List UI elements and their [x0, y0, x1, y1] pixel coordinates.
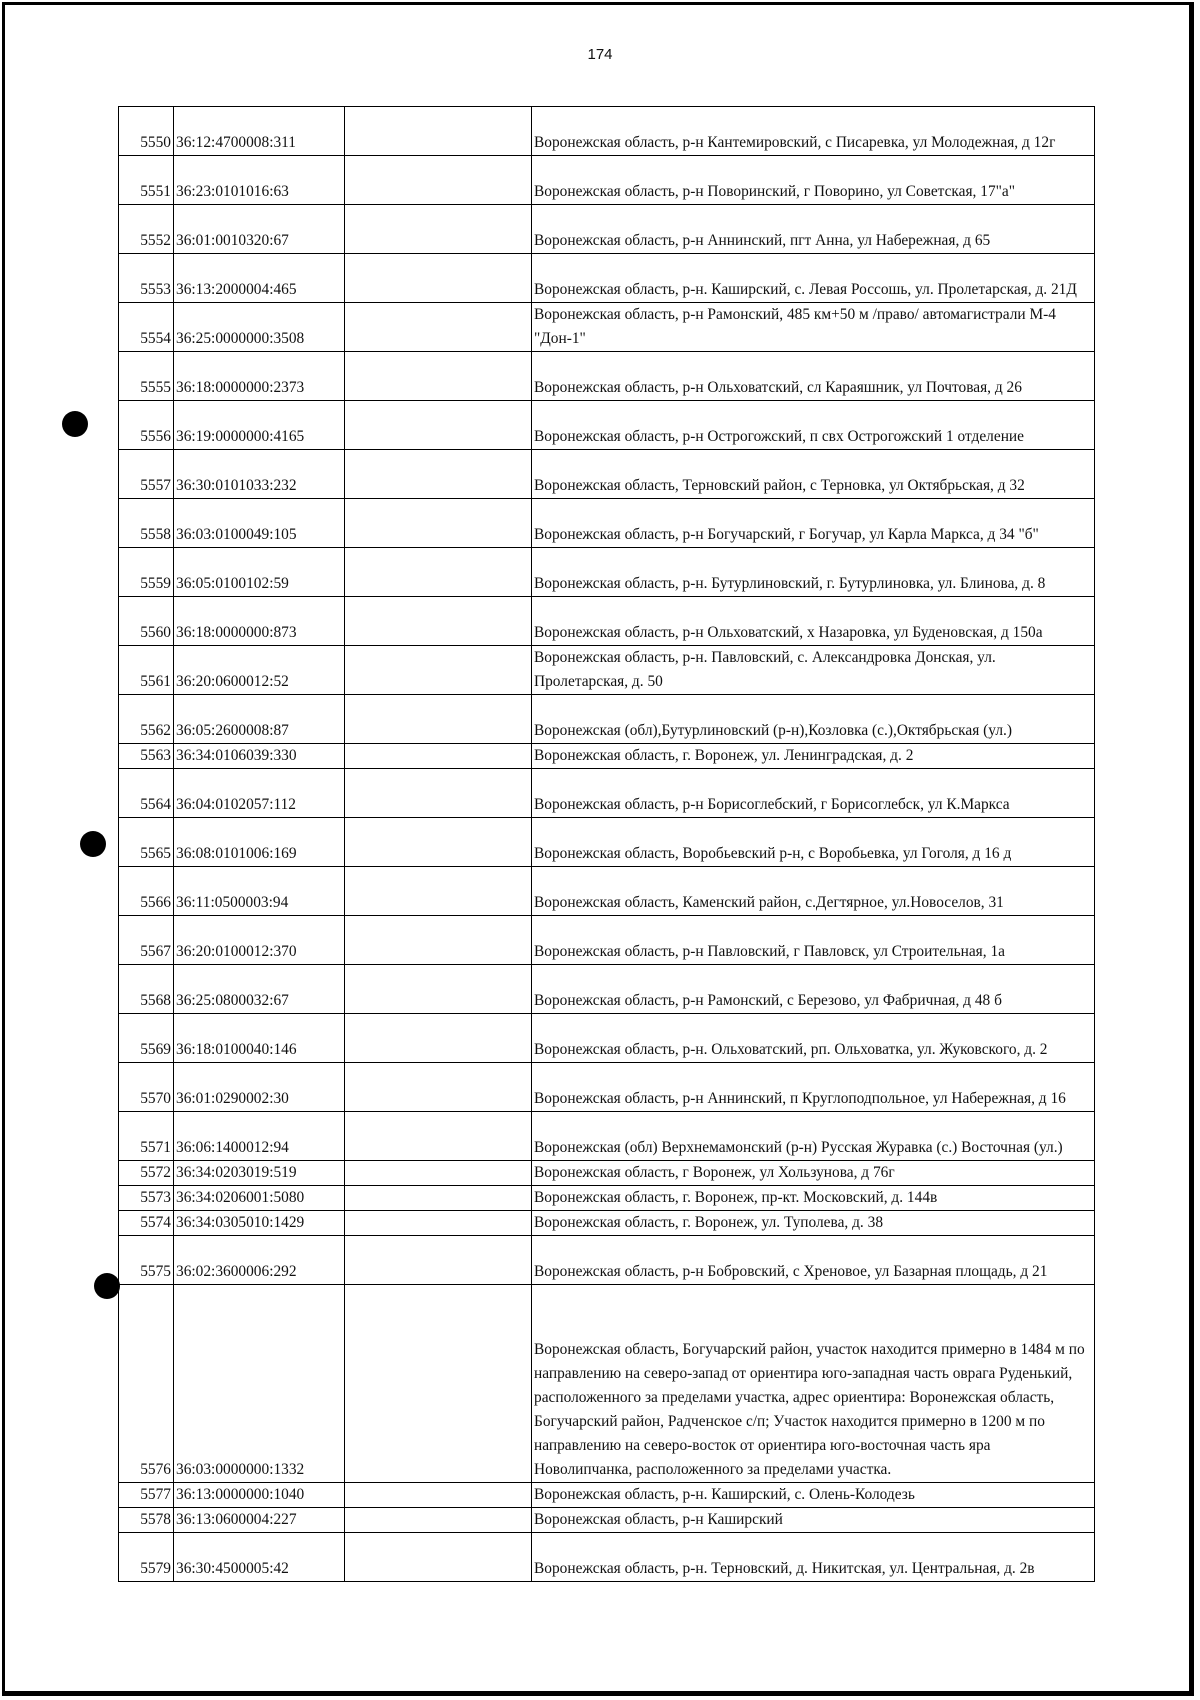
empty-cell [345, 1508, 532, 1533]
empty-cell [345, 646, 532, 695]
table-row [119, 1063, 1095, 1112]
empty-cell [345, 1285, 532, 1483]
address-cell: Воронежская область, р-н Борисоглебский, г Борисоглебск, ул К.Маркса [532, 769, 1095, 818]
address-cell: Воронежская область, р-н. Терновский, д. Никитская, ул. Центральная, д. 2в [532, 1533, 1095, 1582]
empty-cell [345, 769, 532, 818]
empty-cell [345, 1483, 532, 1508]
address-cell: Воронежская область, р-н Рамонский, с Березово, ул Фабричная, д 48 б [532, 965, 1095, 1014]
table-row [119, 1508, 1095, 1533]
table-row [119, 156, 1095, 205]
address-cell: Воронежская область, р-н. Павловский, с. Александровка Донская, ул. Пролетарская, д. 50 [532, 646, 1095, 695]
cadastral-number: 36:19:0000000:4165 [174, 401, 345, 450]
cadastral-number: 36:13:2000004:465 [174, 254, 345, 303]
cadastral-number: 36:03:0000000:1332 [174, 1285, 345, 1483]
address-cell: Воронежская область, р-н. Каширский, с. Олень-Колодезь [532, 1483, 1095, 1508]
cadastral-number: 36:08:0101006:169 [174, 818, 345, 867]
cadastral-number: 36:06:1400012:94 [174, 1112, 345, 1161]
row-number: 5550 [119, 107, 174, 156]
table-row [119, 695, 1095, 744]
row-number: 5559 [119, 548, 174, 597]
table-row [119, 1211, 1095, 1236]
empty-cell [345, 1211, 532, 1236]
row-number: 5571 [119, 1112, 174, 1161]
table-row [119, 352, 1095, 401]
address-cell: Воронежская область, Терновский район, с Терновка, ул Октябрьская, д 32 [532, 450, 1095, 499]
empty-cell [345, 303, 532, 352]
cadastral-number: 36:25:0800032:67 [174, 965, 345, 1014]
cadastral-number: 36:11:0500003:94 [174, 867, 345, 916]
row-number: 5566 [119, 867, 174, 916]
row-number: 5568 [119, 965, 174, 1014]
cadastral-number: 36:05:2600008:87 [174, 695, 345, 744]
cadastral-number: 36:02:3600006:292 [174, 1236, 345, 1285]
table-row [119, 1533, 1095, 1582]
address-cell: Воронежская область, г Воронеж, ул Хользунова, д 76г [532, 1161, 1095, 1186]
table-row [119, 597, 1095, 646]
row-number: 5563 [119, 744, 174, 769]
table-row [119, 303, 1095, 352]
row-number: 5558 [119, 499, 174, 548]
table-row [119, 916, 1095, 965]
table-row [119, 1112, 1095, 1161]
cadastral-registry-table [118, 106, 1095, 1582]
row-number: 5573 [119, 1186, 174, 1211]
address-cell: Воронежская область, р-н Ольховатский, сл Караяшник, ул Почтовая, д 26 [532, 352, 1095, 401]
empty-cell [345, 1236, 532, 1285]
address-cell: Воронежская область, р-н Рамонский, 485 км+50 м /право/ автомагистрали М-4 "Дон-1" [532, 303, 1095, 352]
cadastral-number: 36:05:0100102:59 [174, 548, 345, 597]
empty-cell [345, 205, 532, 254]
row-number: 5576 [119, 1285, 174, 1483]
cadastral-number: 36:18:0100040:146 [174, 1014, 345, 1063]
empty-cell [345, 401, 532, 450]
table-row [119, 1483, 1095, 1508]
table-row [119, 1161, 1095, 1186]
table-row [119, 205, 1095, 254]
row-number: 5579 [119, 1533, 174, 1582]
cadastral-number: 36:34:0206001:5080 [174, 1186, 345, 1211]
empty-cell [345, 1161, 532, 1186]
punch-hole-mark [80, 831, 106, 857]
empty-cell [345, 548, 532, 597]
empty-cell [345, 1112, 532, 1161]
table-row [119, 450, 1095, 499]
empty-cell [345, 1186, 532, 1211]
empty-cell [345, 744, 532, 769]
punch-hole-mark [94, 1273, 120, 1299]
row-number: 5560 [119, 597, 174, 646]
address-cell: Воронежская область, р-н Поворинский, г Поворино, ул Советская, 17"а" [532, 156, 1095, 205]
cadastral-number: 36:18:0000000:2373 [174, 352, 345, 401]
table-row [119, 646, 1095, 695]
address-cell: Воронежская область, р-н Кантемировский, с Писаревка, ул Молодежная, д 12г [532, 107, 1095, 156]
table-row [119, 769, 1095, 818]
cadastral-number: 36:34:0203019:519 [174, 1161, 345, 1186]
empty-cell [345, 1533, 532, 1582]
address-cell: Воронежская (обл),Бутурлиновский (р-н),Козловка (с.),Октябрьская (ул.) [532, 695, 1095, 744]
empty-cell [345, 695, 532, 744]
address-cell: Воронежская область, Богучарский район, участок находится примерно в 1484 м по направлению на северо-запад от ориентира юго-западная часть оврага Руденький, расположенного за пределами участка, адрес ориентира: Воронежская область, Богучарский район, Радченское с/п; Участок находится примерно в 1200 м по направлению на северо-восток от ориентира юго-восточная часть яра Новолипчанка, расположенного за пределами участка. [532, 1285, 1095, 1483]
address-cell: Воронежская область, Каменский район, с.Дегтярное, ул.Новоселов, 31 [532, 867, 1095, 916]
address-cell: Воронежская область, р-н Аннинский, пгт Анна, ул Набережная, д 65 [532, 205, 1095, 254]
cadastral-number: 36:12:4700008:311 [174, 107, 345, 156]
table-row [119, 1285, 1095, 1483]
row-number: 5574 [119, 1211, 174, 1236]
address-cell: Воронежская область, р-н. Ольховатский, рп. Ольховатка, ул. Жуковского, д. 2 [532, 1014, 1095, 1063]
table-row [119, 1236, 1095, 1285]
table-row [119, 744, 1095, 769]
empty-cell [345, 352, 532, 401]
row-number: 5562 [119, 695, 174, 744]
address-cell: Воронежская область, р-н Каширский [532, 1508, 1095, 1533]
table-row [119, 401, 1095, 450]
cadastral-number: 36:01:0010320:67 [174, 205, 345, 254]
cadastral-number: 36:34:0106039:330 [174, 744, 345, 769]
row-number: 5557 [119, 450, 174, 499]
row-number: 5551 [119, 156, 174, 205]
address-cell: Воронежская область, Воробьевский р-н, с Воробьевка, ул Гоголя, д 16 д [532, 818, 1095, 867]
row-number: 5575 [119, 1236, 174, 1285]
page-number: 174 [587, 46, 613, 63]
table-row [119, 499, 1095, 548]
address-cell: Воронежская область, р-н Богучарский, г Богучар, ул Карла Маркса, д 34 "б" [532, 499, 1095, 548]
cadastral-number: 36:03:0100049:105 [174, 499, 345, 548]
row-number: 5572 [119, 1161, 174, 1186]
empty-cell [345, 450, 532, 499]
row-number: 5561 [119, 646, 174, 695]
table-row [119, 548, 1095, 597]
row-number: 5577 [119, 1483, 174, 1508]
empty-cell [345, 597, 532, 646]
table-row [119, 867, 1095, 916]
cadastral-number: 36:01:0290002:30 [174, 1063, 345, 1112]
address-cell: Воронежская область, г. Воронеж, пр-кт. Московский, д. 144в [532, 1186, 1095, 1211]
address-cell: Воронежская область, р-н Аннинский, п Круглоподпольное, ул Набережная, д 16 [532, 1063, 1095, 1112]
cadastral-number: 36:20:0100012:370 [174, 916, 345, 965]
cadastral-number: 36:04:0102057:112 [174, 769, 345, 818]
table-row [119, 818, 1095, 867]
empty-cell [345, 965, 532, 1014]
row-number: 5564 [119, 769, 174, 818]
address-cell: Воронежская область, р-н Павловский, г Павловск, ул Строительная, 1а [532, 916, 1095, 965]
address-cell: Воронежская область, р-н Ольховатский, х Назаровка, ул Буденовская, д 150а [532, 597, 1095, 646]
empty-cell [345, 867, 532, 916]
row-number: 5553 [119, 254, 174, 303]
address-cell: Воронежская область, р-н Бобровский, с Хреновое, ул Базарная площадь, д 21 [532, 1236, 1095, 1285]
cadastral-number: 36:34:0305010:1429 [174, 1211, 345, 1236]
row-number: 5555 [119, 352, 174, 401]
row-number: 5554 [119, 303, 174, 352]
address-cell: Воронежская область, р-н Острогожский, п свх Острогожский 1 отделение [532, 401, 1095, 450]
row-number: 5570 [119, 1063, 174, 1112]
cadastral-number: 36:13:0000000:1040 [174, 1483, 345, 1508]
table-row [119, 965, 1095, 1014]
table-row [119, 1014, 1095, 1063]
row-number: 5556 [119, 401, 174, 450]
address-cell: Воронежская (обл) Верхнемамонский (р-н) Русская Журавка (с.) Восточная (ул.) [532, 1112, 1095, 1161]
empty-cell [345, 107, 532, 156]
empty-cell [345, 156, 532, 205]
empty-cell [345, 499, 532, 548]
punch-hole-mark [62, 411, 88, 437]
row-number: 5552 [119, 205, 174, 254]
table-row [119, 1186, 1095, 1211]
cadastral-number: 36:30:4500005:42 [174, 1533, 345, 1582]
row-number: 5567 [119, 916, 174, 965]
cadastral-number: 36:13:0600004:227 [174, 1508, 345, 1533]
row-number: 5578 [119, 1508, 174, 1533]
cadastral-number: 36:20:0600012:52 [174, 646, 345, 695]
cadastral-number: 36:23:0101016:63 [174, 156, 345, 205]
address-cell: Воронежская область, г. Воронеж, ул. Ленинградская, д. 2 [532, 744, 1095, 769]
cadastral-number: 36:30:0101033:232 [174, 450, 345, 499]
row-number: 5565 [119, 818, 174, 867]
row-number: 5569 [119, 1014, 174, 1063]
empty-cell [345, 1063, 532, 1112]
cadastral-number: 36:25:0000000:3508 [174, 303, 345, 352]
table-row [119, 254, 1095, 303]
cadastral-number: 36:18:0000000:873 [174, 597, 345, 646]
address-cell: Воронежская область, г. Воронеж, ул. Туполева, д. 38 [532, 1211, 1095, 1236]
address-cell: Воронежская область, р-н. Каширский, с. Левая Россошь, ул. Пролетарская, д. 21Д [532, 254, 1095, 303]
table-row [119, 107, 1095, 156]
empty-cell [345, 1014, 532, 1063]
empty-cell [345, 916, 532, 965]
empty-cell [345, 818, 532, 867]
address-cell: Воронежская область, р-н. Бутурлиновский, г. Бутурлиновка, ул. Блинова, д. 8 [532, 548, 1095, 597]
empty-cell [345, 254, 532, 303]
